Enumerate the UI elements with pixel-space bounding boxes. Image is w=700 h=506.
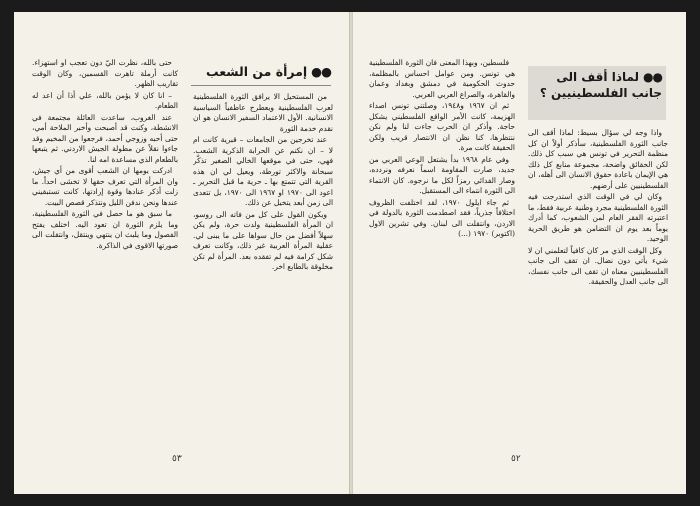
right-page-left-column: فلسطين، وبهذا المعنى فان الثورة الفلسطينية هي تونس. ومن عوامل احساس بالمظلمة، حدوث الحكومية في دمشق وبغداد وعمان والقاهرة، والصراع العربي العربي. ثم ان ١٩٦٧ و١٩٤٨، وصلتني تونس اصداء الهزيمة، كانت الأمر الواقع الفلسطيني يشكل حاجة. وأذكر ان الحرب جاءت لنا ولم نكن ننتظرها، كنا نظن ان الانتصار قريب ولكن الحقيقة كانت مرة. وفي عام ١٩٦٨ بدأ يشتعل الوعي العربي من جديد، صارت المقاومة اسماً نعرفه ونردده، وصار الفدائي رمزاً لكل ما نرجوه. كان الانتماء الى الثورة انتماء الى المستقبل. ثم جاء ايلول ١٩٧٠، لقد اختلفت الظروف اختلافاً جذرياً، فقد اصطدمت الثورة بالدولة في الاردن، وانتقلت الى لبنان. وفي تشرين الاول (اكتوبر) ١٩٧٠ (...) (369, 58, 515, 238)
right-article-title: ●●لماذا أقف الى جانب الفلسطينيين ؟ (528, 66, 666, 120)
left-page-left-column: حتى بالله، نظرت اليّ دون تعجب او استهزاء. كانت أرملة تاهرت القسمين، وكان الوقت تقاريب الظهر. – انا كان لا يؤمن بالله، علي أذا أن اعد له الطعام. عند الغروب، ساعدت العائلة مجتمعة في الانشطة، وكنت قد أصبحت وأخبر الملاحة أمي، حتى أحبه وزوجي أحمد، فرجعوا من المخيم وقد جاءوا نقلاً عن مطولة الجيش الاردني. ثم يتبعها بالطعام الذي مساعدة امه لنا. ادركت يومها ان الشعب أقوى من أي جيش، وان المرأة التي تعرف حقها لا تخشى احداً. ما زلت أذكر عنادها وقوة إرادتها، كانت تستبقيني عندها ونحن ندفن الليل ونتذكر قصص البيت. ما سبق هو ما حصل في الثورة الفلسطينية، وما يلزم الثورة ان تعود اليه. اختلف يفتح الفصول وما يلبث ان ينتهي وينتقل، وانتقلت الى صورتها الاقوى في الذاكرة. (32, 58, 178, 250)
bullet-icon: ●● (311, 64, 331, 79)
right-page (352, 12, 686, 494)
left-page-number: ٥٣ (172, 454, 182, 464)
left-page (14, 12, 350, 494)
left-article-title: ●●إمرأة من الشعب (191, 62, 331, 86)
right-page-right-column: واذا وجه لي سؤال بسيط: لماذا أقف الى جانب الثورة الفلسطينية، سأذكر أولاً ان كل منظمة التحرير في تونس هي سبب كل ذلك. لكن الحقائق واضحة، مجموعة منابع كل ذلك هي الإيمان باعادة حقوق الانسان الى أهله، ان الفلسطينيين على أرضهم. وكان لي في الوقت الذي استدرجت فيه الثورة الفلسطينية مجرد وطنية عربية فقط، ما اعتبرته الفقر العام لمن الشعوب، كما أدرك يوماً بعد يوم ان التضامن هو طريق الحرية الوحيد. وكل الوقت الذي مر كان كافياً لتعلمني ان لا شيء يأتي دون نضال. ان تقف الى جانب الفلسطينيين معناه ان تقف الى جانب نفسك، الى جانب العدل والحقيقة. (528, 128, 668, 286)
right-page-number: ٥٢ (511, 454, 521, 464)
left-page-right-column: من المستحيل الا يرافق الثورة الفلسطينية لعرب الفلسطينية ويعطرح عاطفياً السياسية الانسانية. الأول الاعتماد السفير الانسان هو ان نقدم خدمة الثورة عند تخرجين من الجامعات – قبرية كانت ام لا – ان نكتم عن الحرابة الذكرية الشعب. فهي، حتى في موقعها الخالي الصغير تذكّر سبحانة والاكثر تورطة، ويعيل لي ان هذه القرية التي تتمتع بها ـ حرية ما قبل التحرير ـ اعود الى ١٩٧٠ او ١٩٦٧ الى ١٩٧٠، بل تتعدى الى زمن أبعد يتخيل عن ذلك. ويكون القول على كل من فاته الى روسو، ان المرأة الفلسطينية ولدت حرة، ولم يكن سهلاً أفضل من حال سواها على ما يبنى لي. عقلية المرأة العربية غير ذلك، وكانت تعرف شكل كرامة فيه لم تفقده بعد. المرأة لم تكن مخلوقة بالطابع اخر. (193, 92, 333, 271)
bullet-icon: ●● (643, 70, 662, 84)
